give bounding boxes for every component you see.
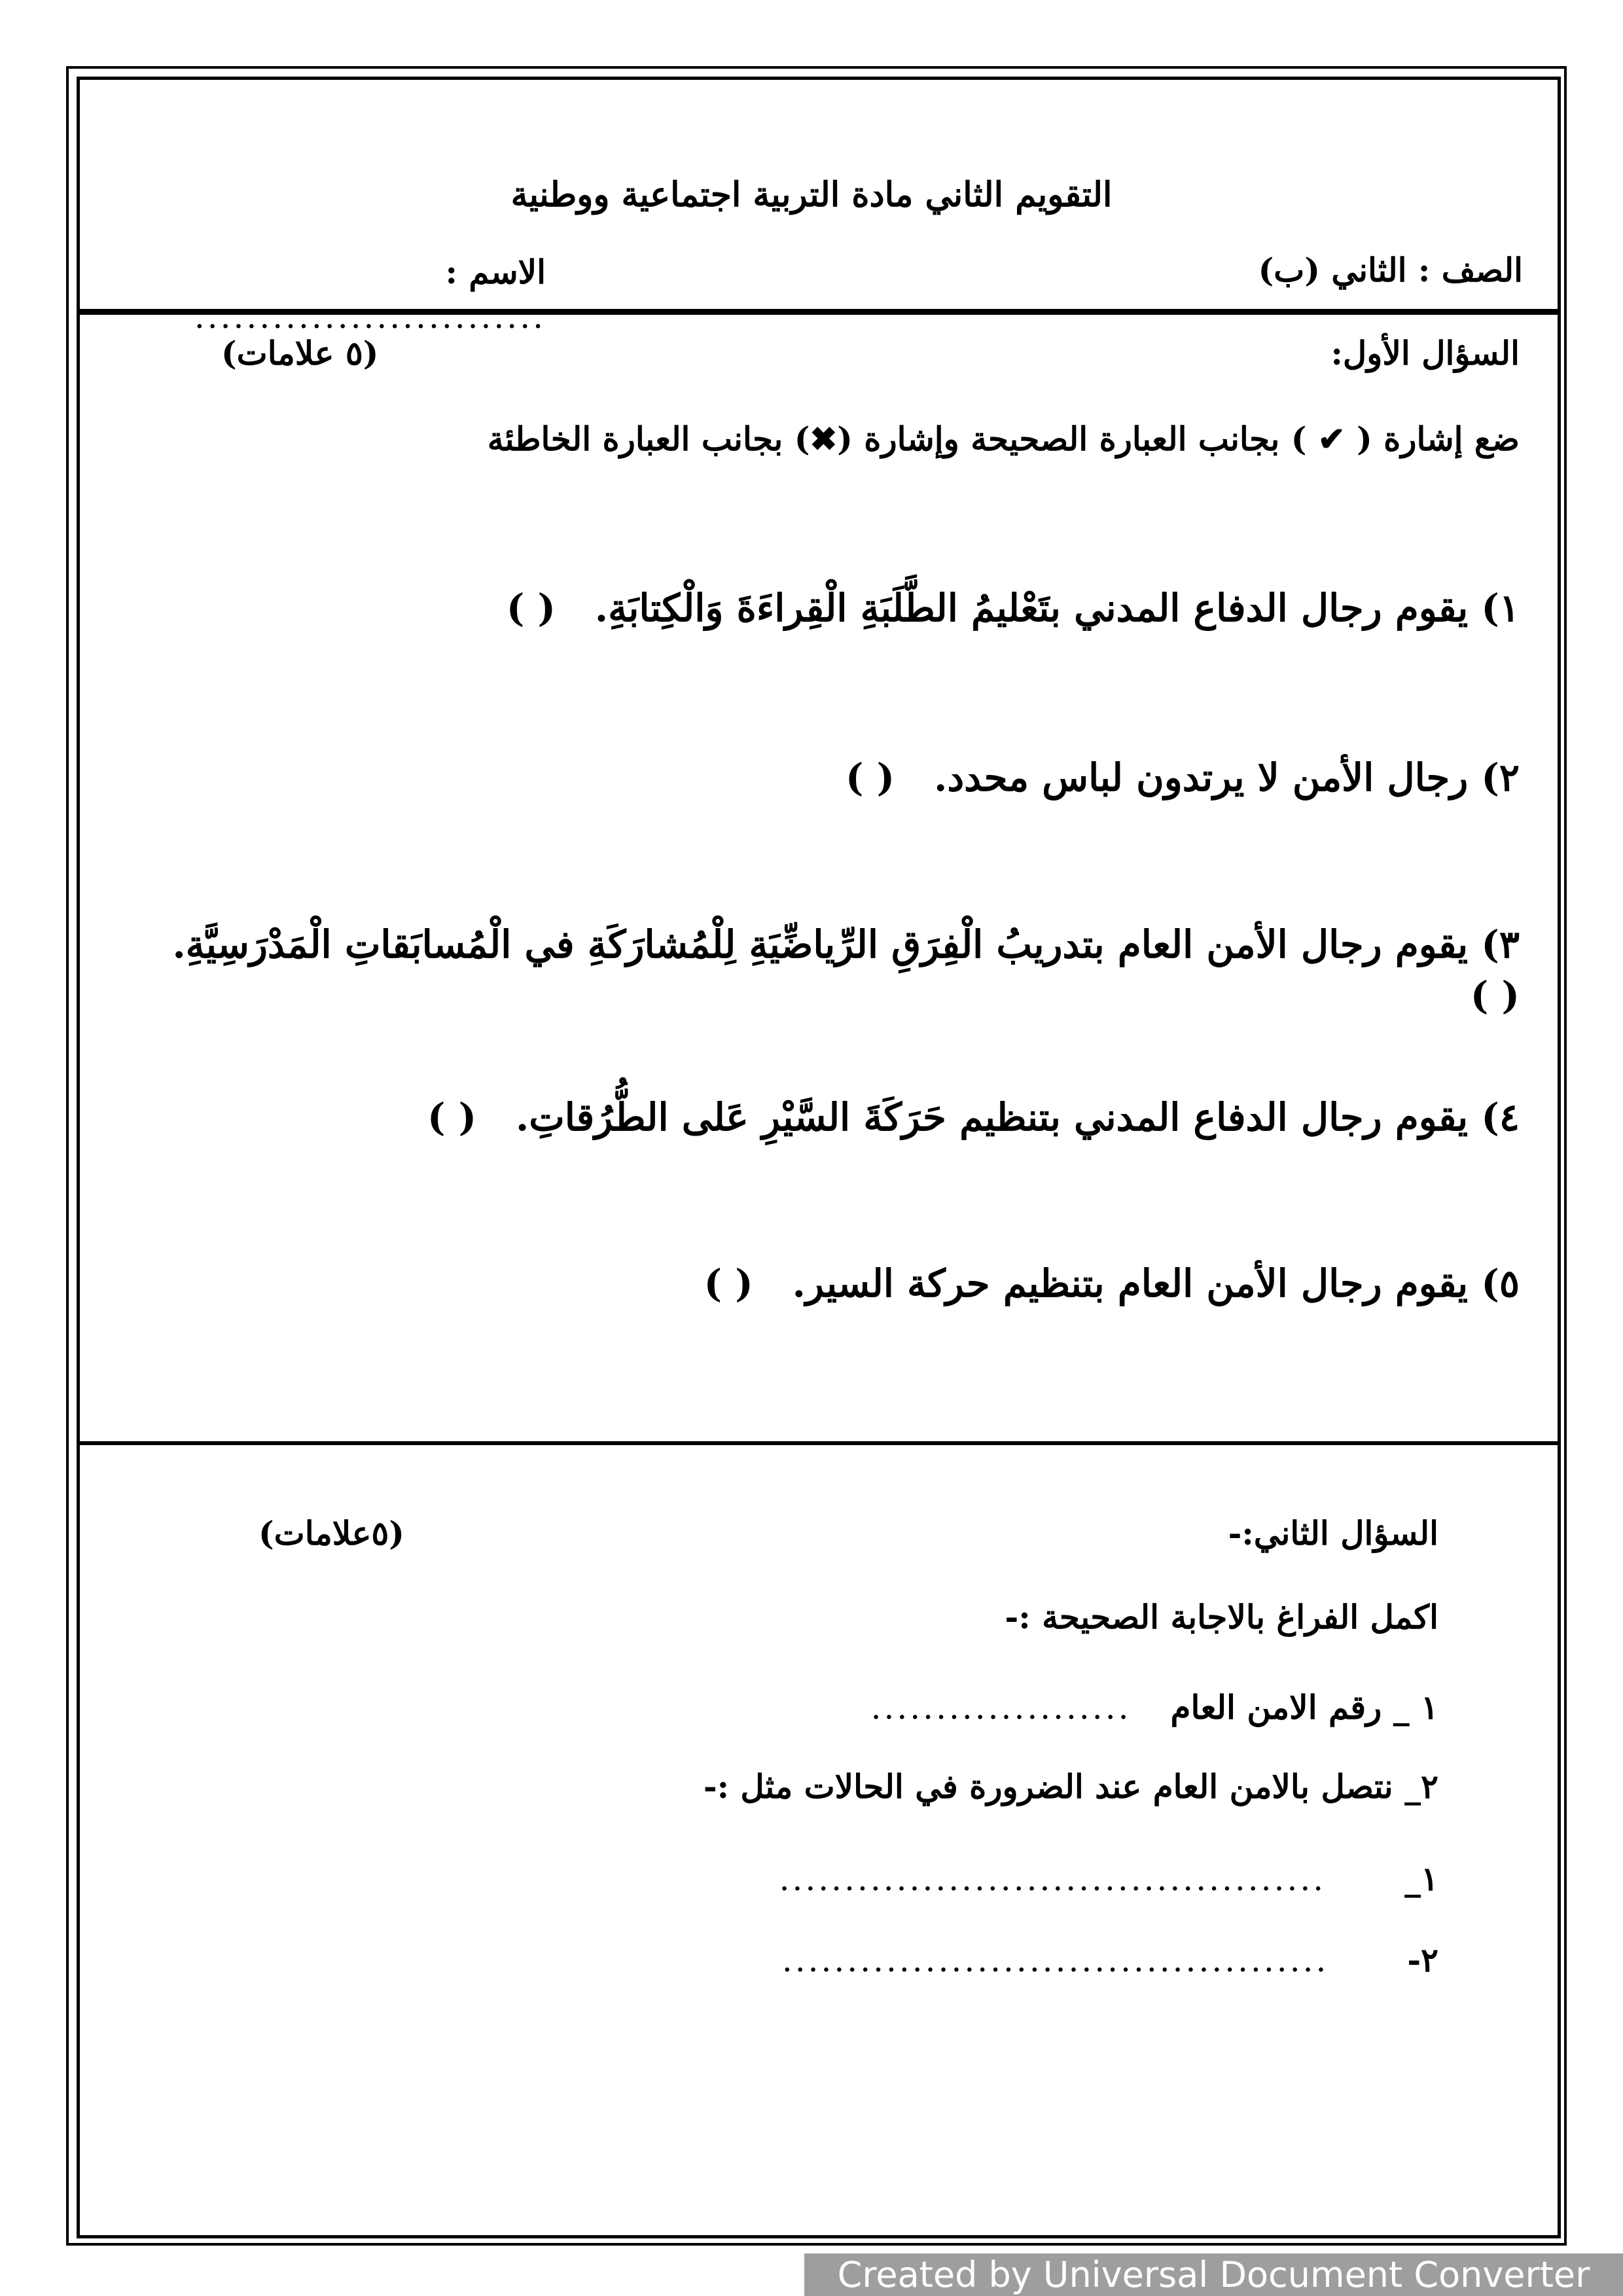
q1-answer-box-1[interactable]: ( )	[506, 586, 556, 630]
q1-item-4: ٤) يقوم رجال الدفاع المدني بتنظيم حَرَكَةَ السَّيْرِ عَلى الطُّرُقاتِ.	[516, 1095, 1520, 1139]
class-label: الصف : الثاني (ب)	[1258, 251, 1523, 289]
question2-heading: السؤال الثاني:-	[1228, 1514, 1438, 1552]
question1-marks: (٥ علامات)	[221, 334, 379, 372]
q1-item-3: ٣) يقوم رجال الأمن العام بتدريبُ الْفِرَقِ الرِّياضِّيَةِ لِلْمُشارَكَةِ في الْمُسابَقاتِ الْمَدْرَسِيَّةِ.	[172, 922, 1520, 967]
q1-answer-box-2[interactable]: ( )	[846, 755, 895, 800]
converter-watermark: Created by Universal Document Converter	[804, 2253, 1623, 2296]
q1-item-row-3	[92, 924, 1520, 1017]
q1-item-row-5	[92, 1263, 1520, 1305]
q1-answer-box-3[interactable]: ( )	[1470, 973, 1520, 1018]
q1-item-2: ٢) رجال الأمن لا يرتدون لباس محدد.	[934, 755, 1520, 800]
question1-heading: السؤال الأول:	[1330, 334, 1520, 372]
name-row	[98, 254, 546, 335]
question1-instruction-row	[98, 421, 1520, 457]
q2-sub-item-2-row	[98, 1942, 1438, 1979]
q1-item-5: ٥) يقوم رجال الأمن العام بتنظيم حركة السير.	[792, 1261, 1520, 1306]
page-inner-border	[77, 77, 1561, 2238]
q2-item-1-row	[98, 1689, 1438, 1726]
exam-title: التقويم الثاني مادة التربية اجتماعية ووطنية	[510, 175, 1113, 215]
name-field[interactable]: ...........................	[194, 298, 546, 336]
name-label: الاسم :	[445, 253, 546, 291]
q2-sub-item-2-label: ٢-	[1407, 1941, 1438, 1979]
q2-item-1-blank[interactable]: ....................	[870, 1689, 1132, 1727]
q2-item-1-label: ١ _ رقم الامن العام	[1170, 1688, 1438, 1727]
section-divider	[77, 1441, 1561, 1445]
q1-answer-box-4[interactable]: ( )	[427, 1095, 477, 1139]
q1-item-row-2	[92, 757, 1520, 799]
question2-instruction: اكمل الفراغ بالاجابة الصحيحة :-	[1005, 1598, 1438, 1636]
question1-instruction: ضع إشارة ( ✔ ) بجانب العبارة الصحيحة وإشارة (✖) بجانب العبارة الخاطئة	[487, 420, 1520, 458]
q2-sub-item-2-blank[interactable]: ..........................................	[781, 1941, 1329, 1979]
q2-sub-item-1-blank[interactable]: ..........................................	[779, 1860, 1327, 1898]
q2-sub-item-1-row	[98, 1861, 1438, 1897]
question2-marks: (٥علامات)	[259, 1514, 404, 1552]
q1-item-1: ١) يقوم رجال الدفاع المدني بتَعْليمُ الطَّلَبَةِ الْقِراءَةَ وَالْكِتابَةِ.	[594, 586, 1520, 630]
q1-answer-box-5[interactable]: ( )	[704, 1261, 753, 1306]
q1-item-row-4	[92, 1097, 1520, 1139]
q1-item-row-1	[92, 588, 1520, 630]
q2-item-2-label: ٢_ نتصل بالامن العام عند الضرورة في الحالات مثل :-	[703, 1767, 1438, 1806]
q2-sub-item-1-label: ١_	[1404, 1859, 1438, 1898]
